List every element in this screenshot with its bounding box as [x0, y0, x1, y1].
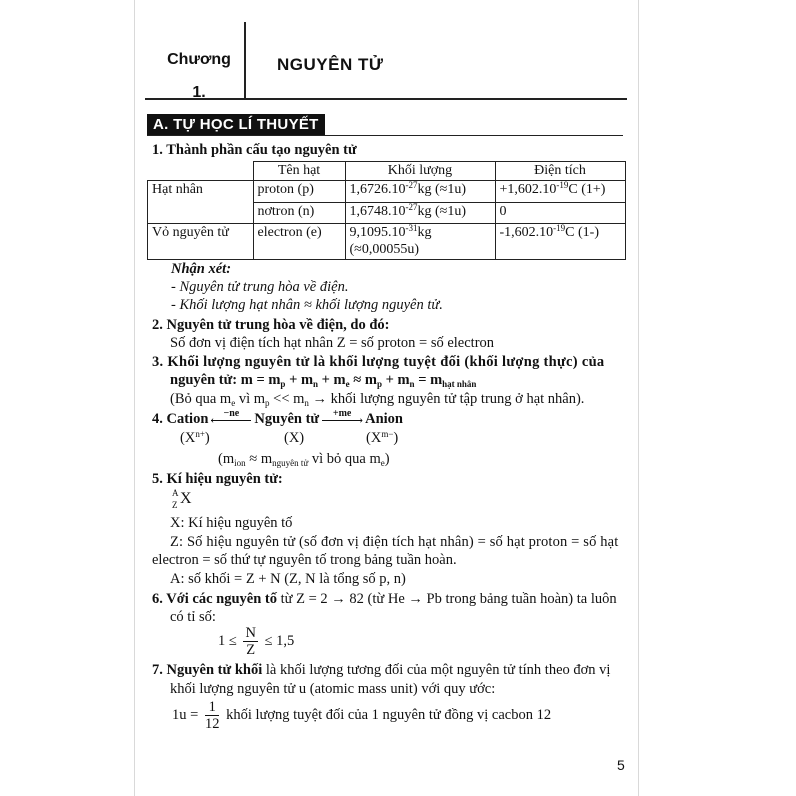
page-edge-left: [134, 0, 135, 796]
table-cell: nơtron (n): [253, 203, 345, 224]
heading-7: 7. Nguyên tử khối là khối lượng tương đối của một nguyên tử tính theo đơn vị: [152, 662, 611, 678]
page-number: 5: [617, 757, 625, 773]
table-row: [148, 181, 626, 203]
text-line: (Bỏ qua $m_e$ vì $m_p << m_n$ → khối lượng nguyên tử tập trung ở hạt nhân).: [170, 391, 585, 408]
table-cell: Hạt nhân: [148, 181, 254, 224]
table-header-row: [148, 162, 626, 181]
table-cell: 0: [495, 203, 625, 224]
remark-line: - Nguyên tử trung hòa về điện.: [171, 279, 349, 295]
heading-5: 5. Kí hiệu nguyên tử:: [152, 471, 283, 487]
table-cell: electron (e): [253, 224, 345, 260]
ion-symbol: $(X^{n+})$: [180, 429, 210, 446]
table-cell: $+1,602.10^{-19}C$ (1+): [495, 181, 625, 203]
left-arrow-icon: −ne ‹: [211, 413, 251, 427]
heading-1: 1. Thành phần cấu tạo nguyên tử: [152, 142, 357, 158]
section-rule: [147, 135, 623, 136]
ion-symbol: $(X^{m-})$: [366, 429, 399, 446]
heading-2: 2. Nguyên tử trung hòa về điện, do đó:: [152, 317, 390, 333]
heading-4: 4. Cation −ne ‹ Nguyên tử +me › Anion: [152, 407, 403, 427]
nuclide-symbol: A Z X: [172, 488, 192, 510]
chapter-divider: [244, 22, 246, 100]
right-arrow-icon: +me ›: [322, 413, 362, 427]
table-row: [148, 224, 626, 260]
heading-3-cont: nguyên tử: $m = m_p + m_n + m_e \approx m_p + m_n = m_{hạt nhân}$: [170, 372, 477, 389]
table-cell: proton (p): [253, 181, 345, 203]
table-cell: $9,1095.10^{-31}kg$ (≈0,00055u): [345, 224, 495, 260]
table-header-cell: Tên hạt: [253, 162, 345, 181]
table-header-cell: Khối lượng: [345, 162, 495, 181]
remark-line: - Khối lượng hạt nhân ≈ khối lượng nguyên tử.: [171, 297, 443, 313]
table-header-cell: [148, 162, 254, 181]
text-line: Z: Số hiệu nguyên tử (số đơn vị điện tích hạt nhân) = số hạt proton = số hạt: [170, 534, 619, 550]
section-heading: A. TỰ HỌC LÍ THUYẾT: [147, 114, 325, 135]
structure-table: [147, 161, 626, 260]
text-line: A: số khối = Z + N (Z, N là tổng số p, n): [170, 571, 406, 587]
ratio-formula: 1 ≤ $\frac{N}{Z}$ ≤ 1,5: [218, 625, 295, 659]
table-cell: Vỏ nguyên tử: [148, 224, 254, 260]
text-line: Số đơn vị điện tích hạt nhân Z = số proton = số electron: [170, 335, 495, 351]
heading-3: 3. Khối lượng nguyên tử là khối lượng tuyệt đối (khối lượng thực) của: [152, 354, 605, 370]
remark-label: Nhận xét:: [171, 261, 232, 277]
text-line: electron = số thứ tự nguyên tố trong bảng tuần hoàn.: [152, 552, 457, 568]
chapter-title: NGUYÊN TỬ: [277, 55, 384, 74]
table-cell: $-1,602.10^{-19}C$ (1-): [495, 224, 625, 260]
heading-6: 6. Với các nguyên tố từ Z = 2 → 82 (từ He → Pb trong bảng tuần hoàn) ta luôn: [152, 591, 617, 607]
text-line: có tỉ số:: [170, 609, 216, 625]
ion-symbol: (X): [284, 430, 305, 446]
chapter-label: Chương 1.: [167, 51, 231, 101]
fraction: $\frac{1}{12}$: [204, 699, 220, 733]
text-line: khối lượng nguyên tử u (atomic mass unit) với quy ước:: [170, 681, 496, 697]
fraction: $\frac{N}{Z}$: [245, 625, 256, 659]
text-line: X: Kí hiệu nguyên tố: [170, 515, 293, 531]
table-cell: $1,6748.10^{-27}kg$ (≈1u): [345, 203, 495, 224]
text-line: ($m_{ion} \approx m_{nguyên tử}$ vì bỏ qua $m_e$): [218, 451, 390, 468]
amu-formula: 1u = $\frac{1}{12}$ khối lượng tuyệt đối của 1 nguyên tử đồng vị cacbon 12: [172, 699, 552, 733]
table-cell: $1,6726.10^{-27}kg$ (≈1u): [345, 181, 495, 203]
table-header-cell: Điện tích: [495, 162, 625, 181]
page-edge-right: [638, 0, 639, 796]
